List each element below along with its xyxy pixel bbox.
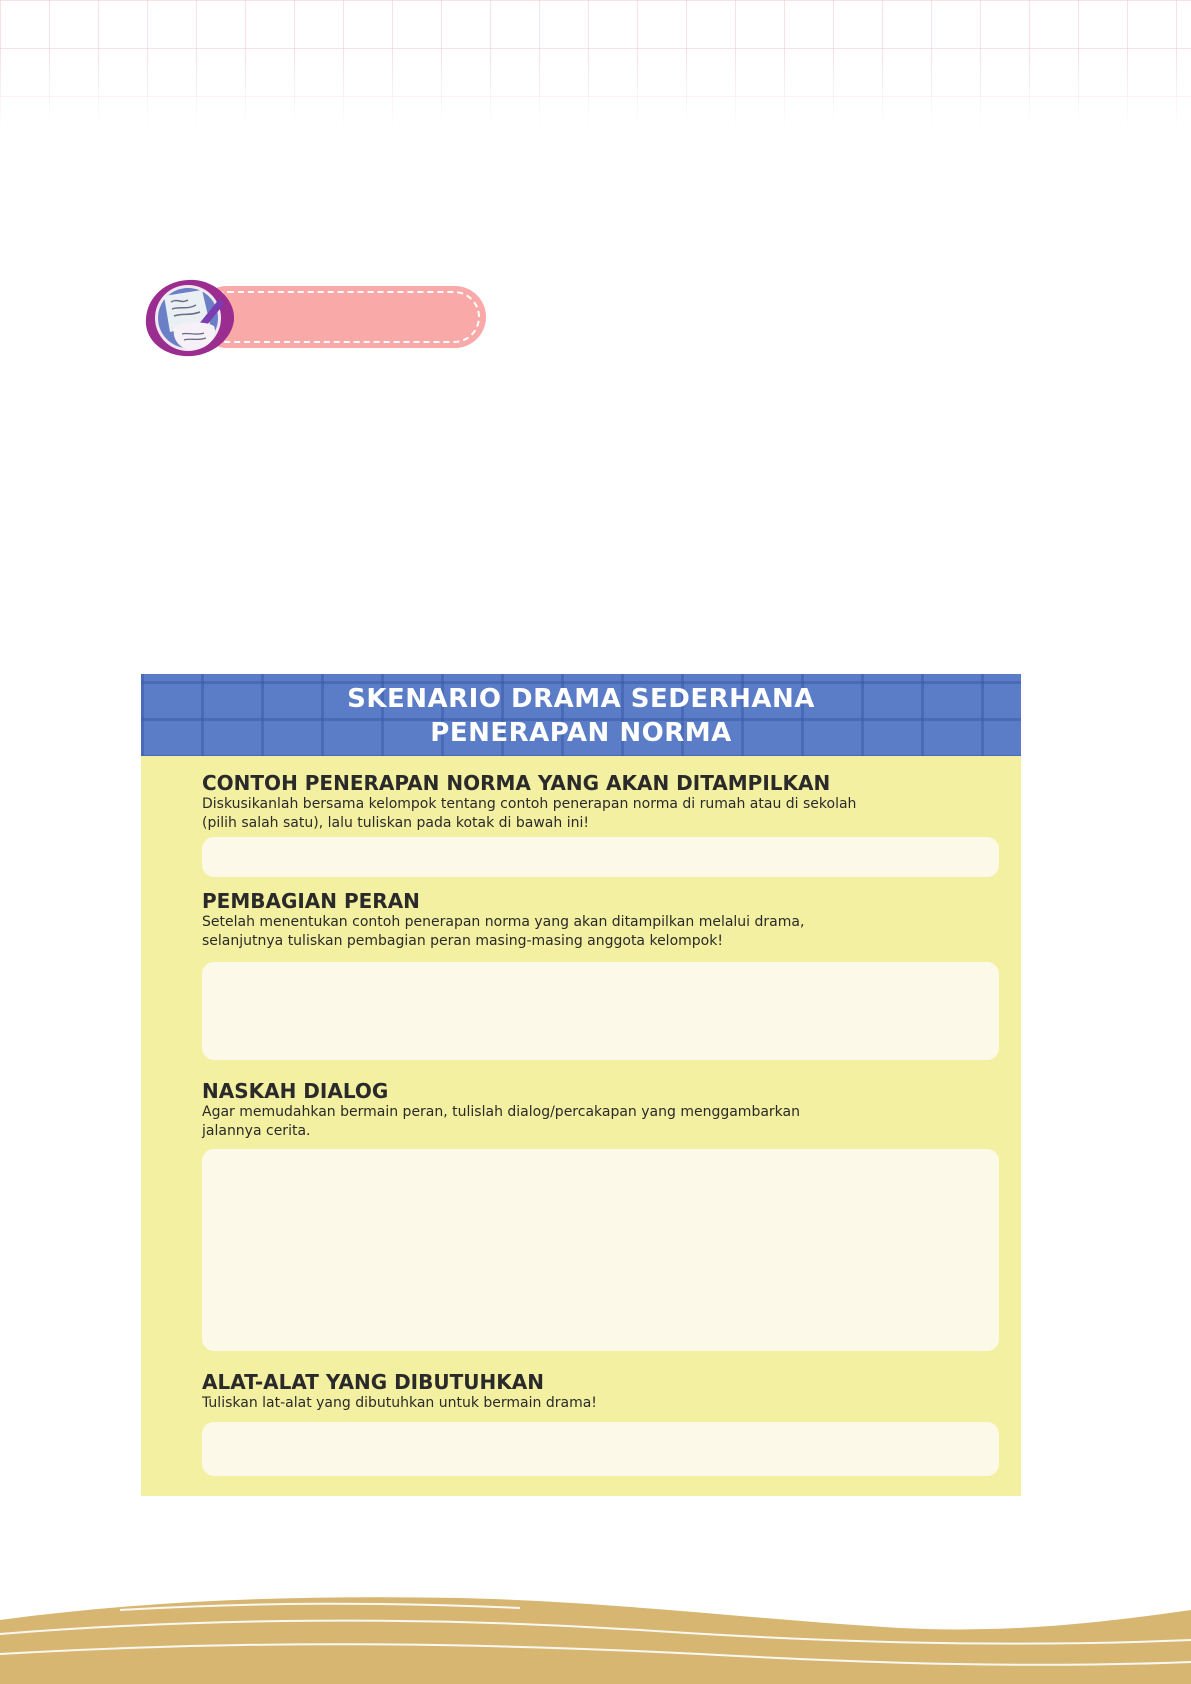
worksheet-title-line2: PENERAPAN NORMA <box>430 718 732 748</box>
section-title-tools-needed: ALAT-ALAT YANG DIBUTUHKAN <box>202 1370 544 1394</box>
section-badge <box>144 278 496 358</box>
writing-paper-icon <box>144 278 236 358</box>
section-desc-dialog-script-line1: Agar memudahkan bermain peran, tulislah dialog/percakapan yang menggambarkan <box>202 1104 800 1120</box>
norm-example-answer-box[interactable] <box>202 837 999 877</box>
worksheet-title-line1: SKENARIO DRAMA SEDERHANA <box>347 684 815 714</box>
role-division-answer-box[interactable] <box>202 962 999 1060</box>
section-title-role-division: PEMBAGIAN PERAN <box>202 889 420 913</box>
top-grid-decoration <box>0 0 1191 130</box>
dialog-script-answer-box[interactable] <box>202 1149 999 1351</box>
section-desc-norm-example-line1: Diskusikanlah bersama kelompok tentang contoh penerapan norma di rumah atau di sekolah <box>202 796 857 812</box>
bottom-wave-decoration <box>0 1590 1191 1684</box>
section-title-dialog-script: NASKAH DIALOG <box>202 1079 389 1103</box>
badge-pill <box>196 286 486 348</box>
drama-scenario-worksheet <box>141 674 1021 1496</box>
section-desc-role-division-line1: Setelah menentukan contoh penerapan norma yang akan ditampilkan melalui drama, <box>202 914 805 930</box>
worksheet-header <box>141 674 1021 756</box>
section-desc-tools-needed-line1: Tuliskan lat-alat yang dibutuhkan untuk bermain drama! <box>202 1395 597 1411</box>
tools-needed-answer-box[interactable] <box>202 1422 999 1476</box>
section-desc-norm-example-line2: (pilih salah satu), lalu tuliskan pada kotak di bawah ini! <box>202 815 589 831</box>
section-desc-dialog-script-line2: jalannya cerita. <box>202 1123 311 1139</box>
section-title-norm-example: CONTOH PENERAPAN NORMA YANG AKAN DITAMPILKAN <box>202 771 831 795</box>
section-desc-role-division-line2: selanjutnya tuliskan pembagian peran masing-masing anggota kelompok! <box>202 933 723 949</box>
